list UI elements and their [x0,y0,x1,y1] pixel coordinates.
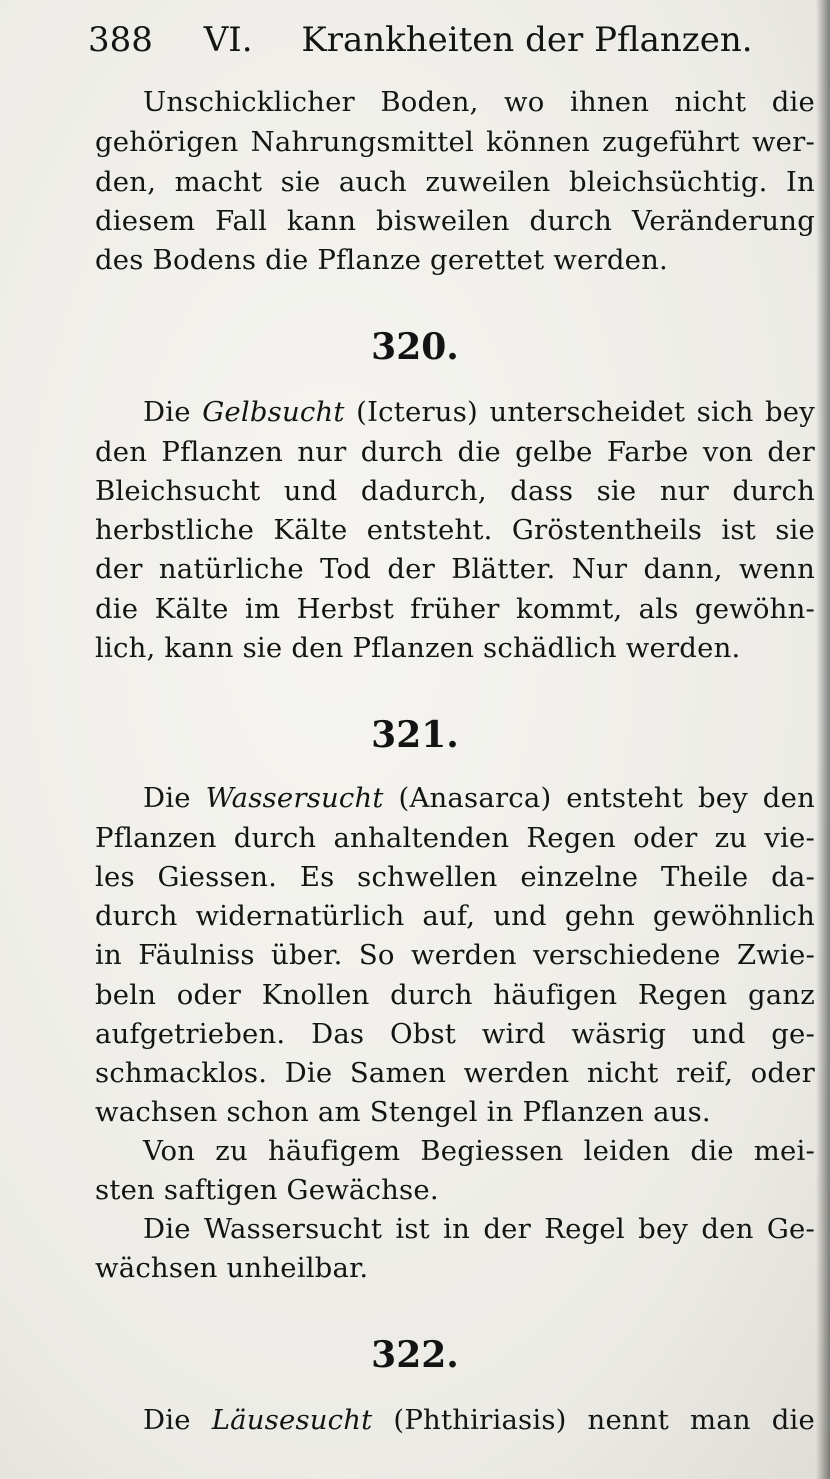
intro-line: des Bodens die Pflanze gerettet werden. [95,244,669,276]
section-321-line: beln oder Knollen durch häufigen Regen ganz [95,979,815,1011]
section-320-line [95,392,815,432]
running-header [88,14,808,66]
section-321-line: Pflanzen durch anhaltenden Regen oder zu vie- [95,822,815,854]
section-321-line: in Fäulniss über. So werden verschiedene Zwie- [95,939,815,971]
line-text: (Phthiriasis) nennt man die [372,1404,815,1436]
line-text: Die [143,782,206,814]
section-320-line: lich, kann sie den Pflanzen schädlich werden. [95,632,741,664]
section-320-line: den Pflanzen nur durch die gelbe Farbe von der [95,436,815,468]
section-heading-321: 321. [371,714,459,756]
section-321-line [95,778,815,818]
section-321-line: aufgetrieben. Das Obst wird wäsrig und ge- [95,1018,815,1050]
section-320-line: die Kälte im Herbst früher kommt, als gewöhn- [95,593,815,625]
page-number: 388 [88,20,153,60]
term-wassersucht: Wassersucht [205,782,384,814]
intro-line: gehörigen Nahrungsmittel können zugeführt wer- [95,126,815,158]
line-text: (Anasarca) entsteht bey den [383,782,815,814]
line-text: Die [143,396,203,428]
intro-line: den, macht sie auch zuweilen bleichsüchtig. In [95,166,815,198]
section-321-line: les Giessen. Es schwellen einzelne Theile da- [95,861,815,893]
section-321-line: Die Wassersucht ist in der Regel bey den Ge- [143,1213,815,1245]
section-heading-322: 322. [371,1334,459,1376]
section-321-line: sten saftigen Gewächse. [95,1174,439,1206]
section-320-line: herbstliche Kälte entsteht. Gröstentheils ist sie [95,514,815,546]
term-gelbsucht: Gelbsucht [202,396,345,428]
section-321-line: schmacklos. Die Samen werden nicht reif, oder [95,1057,815,1089]
section-321-line: wachsen schon am Stengel in Pflanzen aus. [95,1096,711,1128]
chapter-title: Krankheiten der Pflanzen. [301,20,753,60]
section-322-line [95,1400,815,1440]
section-320-line: der natürliche Tod der Blätter. Nur dann, wenn [95,553,815,585]
section-321-line: durch widernatürlich auf, und gehn gewöhnlich [95,900,815,932]
chapter-number: VI. [203,20,253,60]
section-320-line: Bleichsucht und dadurch, dass sie nur durch [95,475,815,507]
intro-line: diesem Fall kann bisweilen durch Veränderung [95,205,815,237]
section-heading-320: 320. [371,326,459,368]
section-321-line: wächsen unheilbar. [95,1252,369,1284]
line-text: (Icterus) unterscheidet sich bey [344,396,815,428]
line-text: Die [143,1404,212,1436]
section-321-line: Von zu häufigem Begiessen leiden die mei- [143,1135,815,1167]
intro-line: Unschicklicher Boden, wo ihnen nicht die [143,86,815,118]
term-laeusesucht: Läusesucht [211,1404,373,1436]
